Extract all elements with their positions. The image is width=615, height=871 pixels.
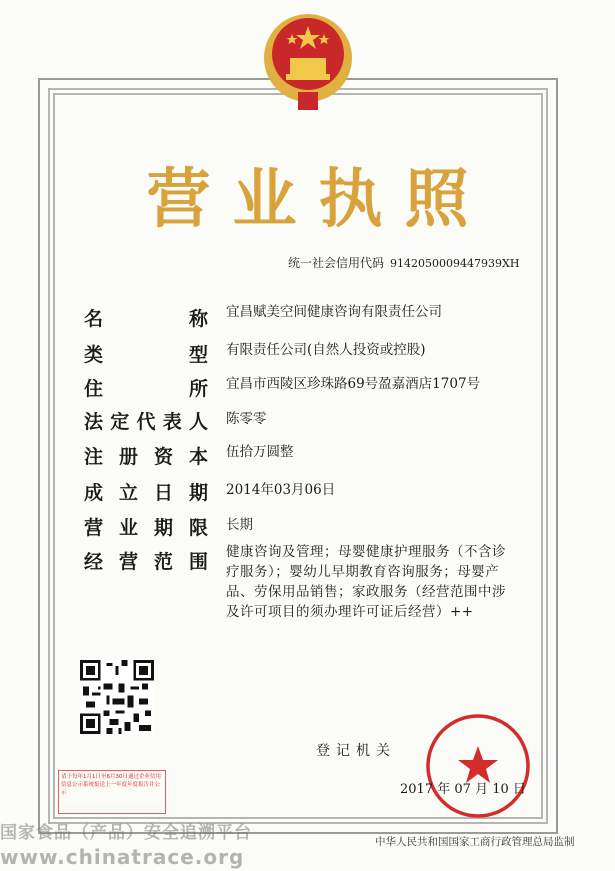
field-label-char: 定 bbox=[110, 411, 130, 433]
field-label-char: 人 bbox=[188, 411, 208, 433]
field-label-char: 立 bbox=[118, 482, 138, 504]
credit-code-label: 统一社会信用代码 bbox=[288, 256, 385, 270]
annual-report-notice: 请于每年1月1日至6月30日通过企业信用信息公示系统报送上一年度年度报告并公示 bbox=[58, 770, 166, 814]
field-label-char: 限 bbox=[188, 517, 208, 539]
license-title: 营业执照 bbox=[146, 163, 491, 237]
official-seal-icon bbox=[424, 712, 532, 820]
field-label-char: 本 bbox=[188, 446, 208, 468]
field-label-char: 期 bbox=[153, 517, 173, 539]
field-label-legal-rep bbox=[84, 407, 208, 434]
field-label-char: 表 bbox=[162, 411, 182, 433]
field-label-char: 营 bbox=[118, 551, 138, 573]
watermark-line2: www.chinatrace.org bbox=[0, 845, 245, 869]
issue-month-unit: 月 bbox=[475, 782, 489, 797]
field-label-char: 资 bbox=[153, 446, 173, 468]
issue-day: 10 bbox=[492, 782, 509, 797]
issuer-text: 中华人民共和国国家工商行政管理总局监制 bbox=[375, 836, 575, 848]
field-label-established bbox=[84, 478, 208, 505]
field-label-char: 经 bbox=[84, 551, 104, 573]
field-label-char: 注 bbox=[84, 446, 104, 468]
field-label-char: 围 bbox=[188, 551, 208, 573]
field-value-capital: 伍拾万圆整 bbox=[226, 444, 294, 460]
credit-code-value: 9142050009447939XH bbox=[390, 257, 520, 270]
watermark bbox=[0, 818, 340, 869]
field-label-char: 法 bbox=[84, 411, 104, 433]
field-label-char: 册 bbox=[118, 446, 138, 468]
field-label-char: 名 bbox=[84, 308, 104, 330]
field-label-char: 期 bbox=[188, 482, 208, 504]
field-label-capital bbox=[84, 442, 208, 469]
issue-year-unit: 年 bbox=[437, 782, 451, 797]
qr-code-icon bbox=[80, 660, 154, 734]
field-label-char: 营 bbox=[84, 517, 104, 539]
issue-date bbox=[400, 778, 526, 797]
field-label-address bbox=[84, 374, 208, 401]
field-value-address: 宜昌市西陵区珍珠路69号盈嘉酒店1707号 bbox=[226, 376, 481, 392]
field-label-char: 所 bbox=[188, 378, 208, 400]
registration-organ: 登记机关 bbox=[316, 743, 396, 759]
field-label-char: 代 bbox=[136, 411, 156, 433]
field-label-char: 型 bbox=[188, 344, 208, 366]
issue-month: 07 bbox=[454, 782, 471, 797]
field-label-char: 类 bbox=[84, 344, 104, 366]
field-label-char: 日 bbox=[153, 482, 173, 504]
business-scope-text: 健康咨询及管理；母婴健康护理服务（不含诊疗服务）；婴幼儿早期教育咨询服务；母婴产品、劳保用品销售；家政服务（经营范围中涉及许可项目的须办理许可证后经营）++ bbox=[226, 544, 506, 620]
issue-year: 2017 bbox=[400, 782, 434, 797]
watermark-line1: 国家食品（产品）安全追溯平台 bbox=[0, 823, 252, 843]
field-value-name: 宜昌赋美空间健康咨询有限责任公司 bbox=[226, 304, 442, 320]
field-label-name bbox=[84, 304, 208, 331]
national-emblem-icon bbox=[262, 8, 354, 116]
field-label-char: 业 bbox=[118, 517, 138, 539]
field-value-legal-rep: 陈零零 bbox=[226, 411, 267, 427]
field-label-char: 范 bbox=[153, 551, 173, 573]
field-label-scope bbox=[84, 547, 208, 574]
field-label-char: 住 bbox=[84, 378, 104, 400]
field-label-type bbox=[84, 340, 208, 367]
field-label-char: 成 bbox=[84, 482, 104, 504]
field-label-char: 称 bbox=[188, 308, 208, 330]
field-label-term bbox=[84, 513, 208, 540]
issue-day-unit: 日 bbox=[512, 782, 526, 797]
field-value-term: 长期 bbox=[226, 517, 253, 533]
field-value-type: 有限责任公司(自然人投资或控股) bbox=[226, 342, 426, 358]
credit-code bbox=[288, 254, 519, 271]
field-value-established: 2014年03月06日 bbox=[226, 482, 336, 498]
